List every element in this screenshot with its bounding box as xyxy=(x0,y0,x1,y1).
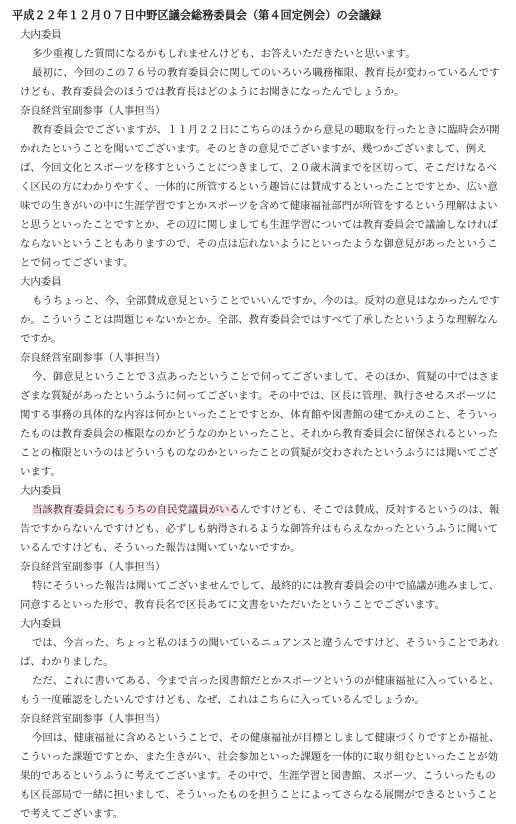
speech-paragraph: もうちょっと、今、全部賛成意見ということでいいんですか、今のは。反対の意見はなかったんですか。こういうことは問題じゃないかとか。全部、教育委員会ではすべて了承したというような理解なんですか。 xyxy=(20,295,500,345)
speech-paragraph: 最初に、今回のこの７６号の教育委員会に関してのいろいろ職務権限、教育長が変わっているんですけども、教育委員会のほうでは教育長はどのようにお聞きになったんでしょうか。 xyxy=(20,67,500,98)
speaker-name: 奈良経営室副参事（人事担当） xyxy=(20,561,166,573)
speech-paragraph: 多少重複した質問になるかもしれませんけども、お答えいただきたいと思います。 xyxy=(32,48,416,60)
speaker-name: 奈良経営室副参事（人事担当） xyxy=(20,105,166,117)
speech-paragraph: では、今言った、ちょっと私のほうの聞いているニュアンスと違うんですけど、そういうことであれば、わかりました。 xyxy=(20,637,499,668)
speech-paragraph: 特にそういった報告は聞いてございませんでして、最終的には教育委員会の中で協議が進みまして、同意するといった形で、教育長名で区長あてに文書をいただいたということでございます。 xyxy=(20,580,500,611)
document-title: 平成２２年１２月０７日中野区議会総務委員会（第４回定例会）の会議録 xyxy=(12,9,382,22)
speech-paragraph: 当該教育委員会にもうちの自民党議員がいるんですけども、そこでは賛成、反対するというのは、報告ですからないんですけども、必ずしも納得されるような御答弁はもらえなかったというふうに聞いているんですけども、そういった報告は聞いていないですか。 xyxy=(20,504,500,554)
speaker-name: 奈良経営室副参事（人事担当） xyxy=(20,713,166,725)
speaker-name: 奈良経営室副参事（人事担当） xyxy=(20,352,166,364)
speech-paragraph: 教育委員会でございますが、１１月２２日にこちらのほうから意見の聴取を行ったときに臨時会が開かれたということを聞いてございます。そのときの意見でございますが、幾つかございまして、例えば、今回文化とスポーツを移すということにつきまして、２０歳未満までを区切って、そこだけなるべく区民の方にわかりやすく、一体的に所管するという趣旨には賛成するといったことですとか、広い意味での生きがいの中に生涯学習ですとかスポーツを含めて健康福祉部門が所管をするという理解はよいと思うといったことですとか、その辺に関しましても生涯学習については教育委員会で議論しなければならないということもありますので、その点は忘れないようにといったような御意見があったということで伺ってございます。 xyxy=(20,124,500,269)
speaker-name: 大内委員 xyxy=(20,485,62,497)
speaker-name: 大内委員 xyxy=(20,618,62,630)
speech-paragraph: 今回は、健康福祉に含めるということで、その健康福祉が目標としまして健康づくりですとか福祉、こういった課題ですとか、また生きがい、社会参加といった課題を一体的に取り組むといったことが効果的であるというふうに考えてございます。その中で、生涯学習と図書館、スポーツ、こういったものも区長部局で一緒に担いまして、そういったものを担うことによってさらなる展開ができるということで考えてございます。 xyxy=(20,732,500,820)
speech-paragraph: ただ、これに書いてある、今まで言った図書館だとかスポーツというのが健康福祉に入っていると、もう一度確認をしたいんですけども、なぜ、これはこちらに入っているんでしょうか。 xyxy=(20,675,500,706)
transcript xyxy=(12,26,506,824)
speech-paragraph: 今、御意見ということで３点あったということで伺ってございまして、そのほか、質疑の中ではさまざまな質疑があったというふうに伺ってございます。その中では、区長に管理、執行させるスポーツに関する事務の具体的な内容は何かといったことですとか、体育館や図書館の建てかえのこと、そういったものは教育委員会の権限なのかどうなのかといったこと、それから教育委員会に留保されるといったことの権限というのはどういうものなのかといったことの質疑が交わされたというふうには聞いてございます。 xyxy=(20,371,500,478)
speaker-name: 大内委員 xyxy=(20,276,62,288)
speaker-name: 大内委員 xyxy=(20,29,62,41)
highlighted-text: 当該教育委員会にもうちの自民党議員がいる xyxy=(32,504,240,516)
